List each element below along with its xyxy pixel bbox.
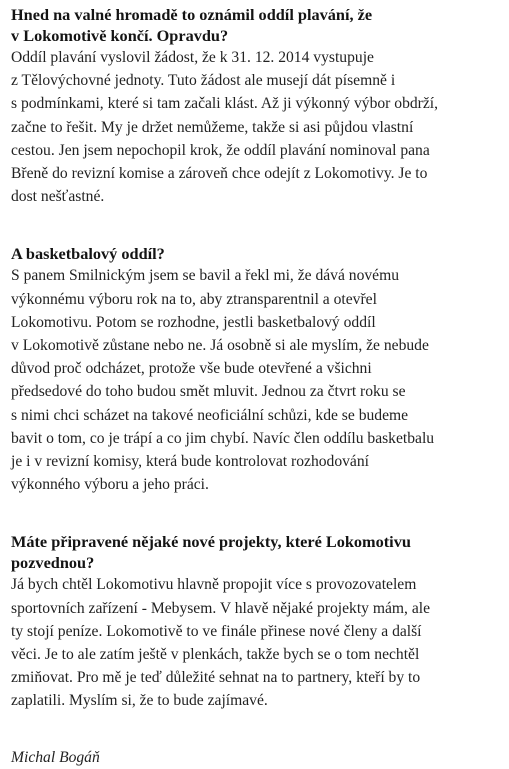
question-line: Hned na valné hromadě to oznámil oddíl plavání, že [11,5,373,24]
article [11,4,503,769]
answer-paragraph [11,46,503,208]
answer-line: začne to řešit. My je držet nemůžeme, takže si asi půjdou vlastní [11,118,414,136]
answer-line: je i v revizní komisy, která bude kontrolovat rozhodování [11,453,369,471]
question-line: pozvednou? [11,553,95,573]
question-heading [11,531,503,573]
section-spacer [11,496,503,531]
question-line: v Lokomotivě končí. Opravdu? [11,26,229,45]
answer-line: Oddíl plavání vyslovil žádost, že k 31. 12. 2014 vystupuje [11,49,374,66]
qa-section-projects [11,531,503,712]
answer-line: z Tělovýchovné jednoty. Tuto žádost ale musejí dát písemně i [11,72,396,90]
section-spacer [11,713,503,747]
section-spacer [11,208,503,243]
qa-section-basketball [11,243,503,496]
answer-line: Já bych chtěl Lokomotivu hlavně propojit více s provozovatelem [11,576,417,594]
answer-line: dost nešťastné. [11,188,105,206]
answer-line: zmiňovat. Pro mě je teď důležité sehnat na to partnery, kteří by to [11,669,421,687]
answer-line: cestou. Jen jsem nepochopil krok, že oddíl plavání nominoval pana [11,141,430,159]
question-heading [11,243,503,264]
answer-line: Lokomotivu. Potom se rozhodne, jestli basketbalový oddíl [11,313,376,331]
qa-section-swimming [11,4,503,208]
answer-line: věci. Je to ale zatím ještě v plenkách, takže bych se o tom nechtěl [11,646,420,664]
answer-line: výkonného výboru a jeho práci. [11,476,209,494]
answer-paragraph [11,573,503,712]
answer-paragraph [11,264,503,496]
answer-line: výkonnému výboru rok na to, aby ztransparentnil a otevřel [11,290,377,308]
answer-line: důvod proč odcházet, protože vše bude otevřené a všichni [11,360,372,378]
answer-line: zaplatili. Myslím si, že to bude zajímavé. [11,692,268,710]
answer-line: ty stojí peníze. Lokomotivě to ve finále přinese nové členy a další [11,622,422,640]
answer-line: sportovních zařízení - Mebysem. V hlavě nějaké projekty mám, ale [11,599,431,617]
author-signature: Michal Bogáň [11,748,100,766]
answer-line: s podmínkami, které si tam začali klást. Až ji výkonný výbor obdrží, [11,95,439,113]
answer-line: v Lokomotivě zůstane nebo ne. Já osobně si ale myslím, že nebude [11,337,429,355]
answer-line: bavit o tom, co je trápí a co jim chybí. Navíc člen oddílu basketbalu [11,429,435,447]
answer-line: s nimi chci scházet na takové neoficiální schůzi, kde se budeme [11,406,409,424]
answer-line: S panem Smilnickým jsem se bavil a řekl mi, že dává novému [11,267,400,285]
answer-line: předsedové do toho budou smět mluvit. Jednou za čtvrt roku se [11,383,406,401]
question-line: Máte připravené nějaké nové projekty, které Lokomotivu [11,532,411,552]
question-line: A basketbalový oddíl? [11,244,165,264]
question-heading [11,4,503,46]
answer-line: Břeně do revizní komise a zároveň chce odejít z Lokomotivy. Je to [11,165,428,183]
